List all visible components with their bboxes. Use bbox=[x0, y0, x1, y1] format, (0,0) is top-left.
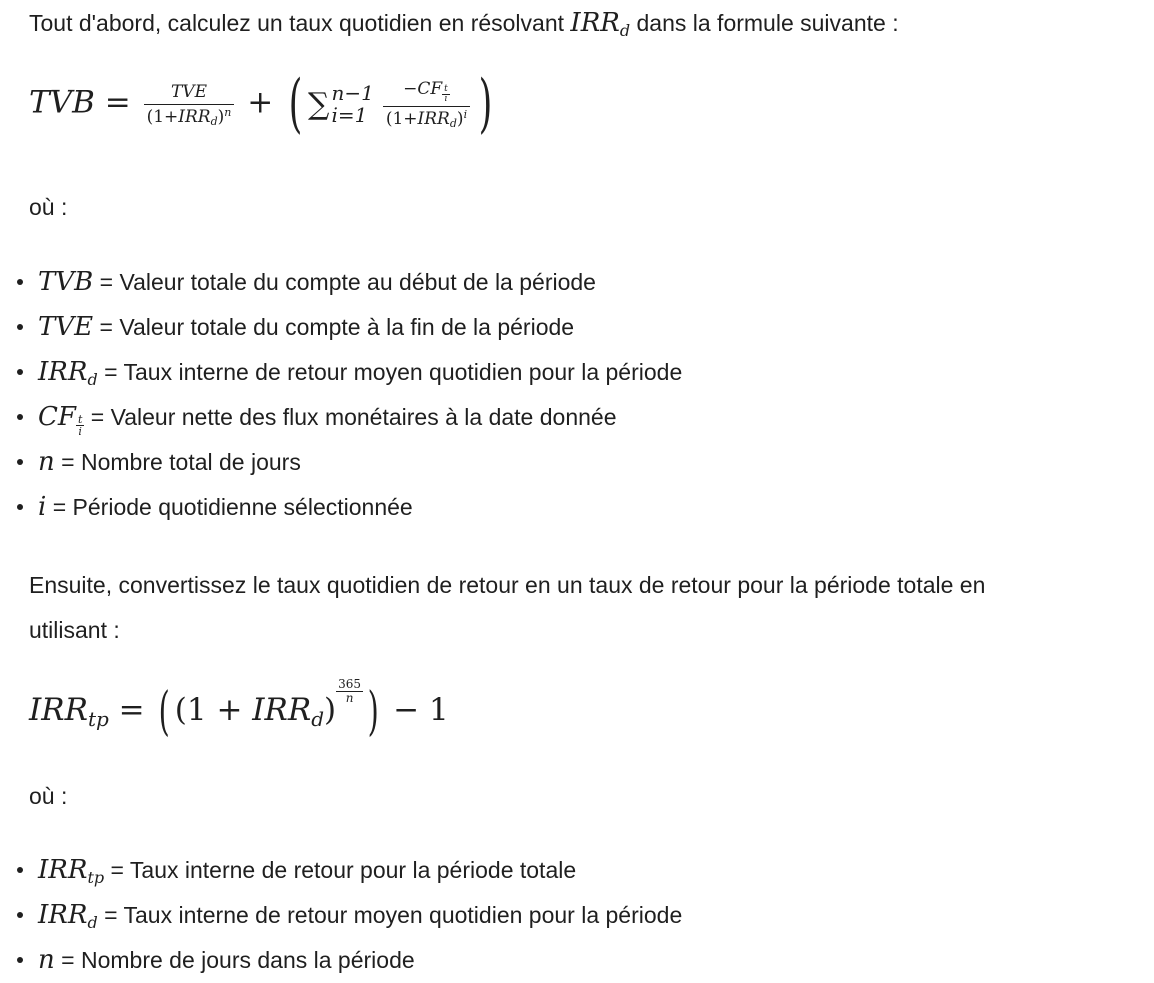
bullet-dot bbox=[17, 957, 23, 963]
definition-variable bbox=[38, 357, 98, 387]
bullet-dot bbox=[17, 867, 23, 873]
bullet-dot bbox=[17, 414, 23, 420]
definition-variable-name: n bbox=[38, 447, 55, 477]
definition-text: = Taux interne de retour pour la période totale bbox=[104, 857, 577, 883]
definition-variable-name: i bbox=[38, 492, 47, 522]
definition-text: = Taux interne de retour moyen quotidien pour la période bbox=[97, 359, 683, 385]
intro-math-irr-d: $IRR_d$ bbox=[570, 8, 631, 40]
definition-2-item bbox=[0, 938, 682, 983]
formula1-equals: = bbox=[104, 84, 131, 121]
definition-variable bbox=[38, 312, 93, 342]
formula2-right-paren: ) bbox=[367, 681, 379, 742]
formula1-sum-lower: i=1 bbox=[331, 103, 368, 127]
formula1-sum-symbol: ∑ bbox=[308, 86, 330, 122]
definitions-list-2 bbox=[0, 848, 682, 983]
definition-text: = Nombre total de jours bbox=[54, 449, 301, 475]
intro-paragraph bbox=[29, 0, 899, 46]
formula1-inner-numerator: −CF $_{\frac{t}{i}}$ bbox=[383, 79, 470, 107]
formula-irr-tp bbox=[29, 677, 449, 742]
definition-2-item bbox=[0, 893, 682, 938]
formula2-left-paren: ( bbox=[159, 681, 171, 742]
bullet-dot bbox=[17, 324, 23, 330]
convert-paragraph-line1: Ensuite, convertissez le taux quotidien de retour en un taux de retour pour la période totale en bbox=[29, 572, 986, 598]
formula1-sum-upper: n−1 bbox=[331, 81, 374, 105]
intro-text-after: dans la formule suivante : bbox=[630, 10, 899, 36]
formula1-inner-denominator: $(1+IRR_d)^i$ bbox=[385, 108, 468, 130]
definition-variable-name: IRR bbox=[38, 855, 88, 885]
bullet-dot bbox=[17, 912, 23, 918]
formula1-fraction-cf bbox=[383, 79, 470, 129]
definition-variable-name: CF bbox=[38, 402, 76, 432]
definition-text: = Taux interne de retour moyen quotidien pour la période bbox=[97, 902, 683, 928]
formula2-equals: = bbox=[118, 692, 145, 728]
bullet-dot bbox=[17, 504, 23, 510]
formula-tvb bbox=[29, 67, 498, 141]
definition-1-item bbox=[0, 305, 682, 350]
bullet-dot bbox=[17, 279, 23, 285]
formula2-exponent-fraction: $\frac{365}{n}$ bbox=[338, 677, 362, 705]
formula1-right-paren: ) bbox=[478, 67, 493, 141]
formula1-frac-denominator: $(1+IRR_d)^n$ bbox=[146, 105, 232, 128]
where-label-1: où : bbox=[29, 194, 68, 220]
formula1-lhs: TVB bbox=[29, 84, 95, 121]
definition-variable bbox=[38, 447, 55, 477]
intro-text-before: Tout d'abord, calculez un taux quotidien en résolvant bbox=[29, 10, 571, 36]
definition-variable bbox=[38, 492, 46, 522]
formula2-inner: $(1 + IRR_d)$ bbox=[174, 692, 337, 731]
definition-variable-name: IRR bbox=[38, 900, 88, 930]
where-label-2: où : bbox=[29, 783, 68, 809]
formula1-left-paren: ( bbox=[288, 67, 303, 141]
definition-variable-subscript: d bbox=[87, 913, 98, 932]
bullet-dot bbox=[17, 459, 23, 465]
definition-variable-name: TVB bbox=[38, 267, 94, 297]
definition-text: = Valeur nette des flux monétaires à la date donnée bbox=[84, 404, 617, 430]
definition-variable-name: IRR bbox=[38, 357, 88, 387]
definition-1-item bbox=[0, 395, 682, 440]
definition-1-item bbox=[0, 440, 682, 485]
definition-variable-fraction-subscript: $\frac{t}{i}$ bbox=[77, 413, 83, 438]
formula1-fraction-tve bbox=[144, 82, 235, 127]
definition-variable bbox=[38, 267, 93, 297]
definition-text: = Période quotidienne sélectionnée bbox=[46, 494, 413, 520]
definition-variable bbox=[38, 945, 55, 975]
definition-variable-name: n bbox=[38, 945, 55, 975]
definition-variable bbox=[38, 855, 104, 885]
definition-text: = Nombre de jours dans la période bbox=[54, 947, 415, 973]
definition-variable-subscript: d bbox=[87, 370, 98, 389]
definition-text: = Valeur totale du compte au début de la période bbox=[93, 269, 596, 295]
definition-1-item bbox=[0, 260, 682, 305]
formula2-minus-one: − 1 bbox=[383, 692, 449, 728]
definition-variable bbox=[38, 900, 98, 930]
formula1-sum-limits bbox=[331, 82, 373, 126]
definition-variable bbox=[38, 402, 84, 438]
bullet-dot bbox=[17, 369, 23, 375]
definition-variable-subscript: tp bbox=[87, 868, 105, 887]
definition-1-item bbox=[0, 485, 682, 530]
definition-1-item bbox=[0, 350, 682, 395]
definition-text: = Valeur totale du compte à la fin de la période bbox=[93, 314, 575, 340]
definitions-list-1 bbox=[0, 260, 682, 530]
formula1-frac-numerator: TVE bbox=[144, 82, 235, 105]
formula1-plus: + bbox=[247, 84, 274, 121]
convert-paragraph-line2: utilisant : bbox=[29, 617, 120, 643]
formula2-lhs: $IRR_{tp}$ bbox=[29, 692, 109, 731]
definition-variable-name: TVE bbox=[38, 312, 94, 342]
definition-2-item bbox=[0, 848, 682, 893]
